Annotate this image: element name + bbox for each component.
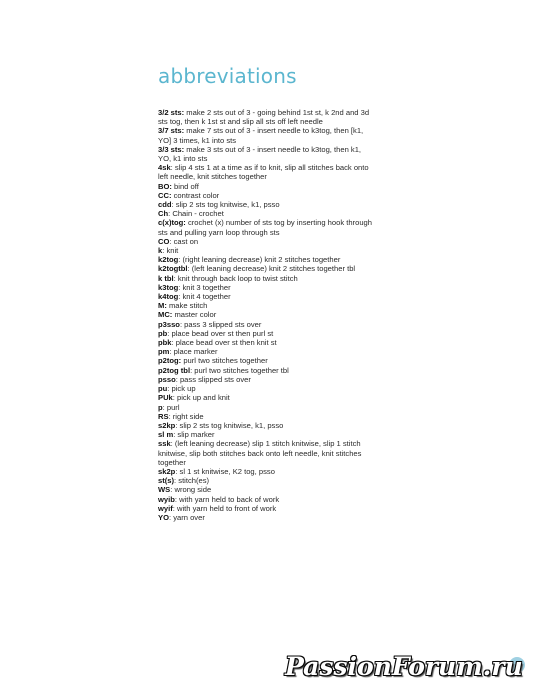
abbreviation-entry [158,200,373,209]
abbreviation-entry [158,264,373,273]
abbreviation-term: M: [158,301,167,311]
abbreviation-entry [158,329,373,338]
abbreviation-definition: : with yarn held to front of work [172,503,277,513]
abbreviation-term: BO: [158,181,172,191]
abbreviation-definition: : yarn over [168,512,205,522]
abbreviation-term: sl m [158,430,174,440]
abbreviation-entry [158,320,373,329]
abbreviation-entry [158,246,373,255]
abbreviation-entry [158,347,373,356]
abbreviation-term: p3sso [158,319,180,329]
abbreviation-definition: purl two stitches together [181,356,268,366]
abbreviation-definition: : sl 1 st knitwise, K2 tog, psso [175,466,275,476]
abbreviation-definition: : place bead over st then purl st [167,328,274,338]
abbreviation-term: wyib [158,494,175,504]
abbreviation-entry [158,255,373,264]
abbreviation-term: 3/7 sts: [158,126,185,136]
abbreviation-term: psso [158,374,176,384]
abbreviation-entry [158,513,373,522]
abbreviation-entry [158,218,373,236]
abbreviations-list [158,108,373,522]
abbreviation-term: k [158,246,163,256]
abbreviation-definition: : slip 2 sts tog knitwise, k1, psso [175,420,284,430]
abbreviation-entry [158,375,373,384]
abbreviation-term: p2tog: [158,356,182,366]
abbreviation-definition: : place marker [169,347,218,357]
abbreviation-entry [158,274,373,283]
abbreviation-definition: : purl [162,402,180,412]
abbreviation-term: PUk [158,393,173,403]
abbreviation-definition: : knit through back loop to twist stitch [173,273,298,283]
abbreviation-entry [158,182,373,191]
abbreviation-term: c(x)tog: [158,218,186,228]
abbreviation-term: k3tog [158,282,179,292]
abbreviation-definition: : pick up [167,384,196,394]
abbreviation-term: sk2p [158,466,176,476]
abbreviation-term: 3/3 sts: [158,144,185,154]
abbreviation-term: CO [158,236,170,246]
abbreviation-definition: : slip 2 sts tog knitwise, k1, psso [171,200,280,210]
abbreviation-term: ssk [158,439,171,449]
abbreviation-term: cdd [158,200,172,210]
abbreviation-term: Ch [158,209,169,219]
abbreviation-definition: : knit 4 together [178,292,231,302]
abbreviation-definition: : slip 4 sts 1 at a time as if to knit, slip all stitches back onto left needle, knit stitches together [158,163,369,182]
abbreviation-entry [158,356,373,365]
abbreviation-term: MC: [158,310,173,320]
abbreviation-term: WS [158,485,171,495]
abbreviation-term: k2tog [158,255,179,265]
abbreviation-definition: : stitch(es) [174,476,210,486]
abbreviation-term: pbk [158,338,172,348]
abbreviation-definition: : pass 3 slipped sts over [179,319,262,329]
abbreviation-entry [158,495,373,504]
abbreviation-definition: make 3 sts out of 3 - insert needle to k3tog, then k1, YO, k1 into sts [158,144,362,164]
abbreviation-definition: contrast color [171,190,220,200]
abbreviation-entry [158,467,373,476]
abbreviation-entry [158,421,373,430]
abbreviation-term: 3/2 sts: [158,108,185,117]
abbreviation-definition: : right side [168,411,204,421]
abbreviation-definition: : Chain - crochet [168,209,224,219]
abbreviation-definition: : with yarn held to back of work [174,494,280,504]
abbreviation-entry [158,403,373,412]
abbreviation-entry [158,412,373,421]
watermark: PassionForum.ru [285,652,523,681]
page-title: abbreviations [158,64,297,88]
abbreviation-term: pb [158,328,168,338]
abbreviation-definition: : (right leaning decrease) knit 2 stitches together [178,255,341,265]
abbreviation-entry [158,237,373,246]
abbreviation-entry [158,485,373,494]
abbreviation-definition: master color [172,310,217,320]
abbreviation-entry [158,338,373,347]
abbreviation-entry [158,145,373,163]
abbreviation-entry [158,108,373,126]
abbreviation-definition: : cast on [169,236,199,246]
abbreviation-term: pm [158,347,170,357]
abbreviation-definition: : knit [162,246,179,256]
abbreviation-definition: : purl two stitches together tbl [190,365,289,375]
abbreviation-entry [158,292,373,301]
abbreviation-term: wyif [158,503,173,513]
abbreviation-definition: : slip marker [173,430,215,440]
abbreviation-definition: bind off [171,181,199,191]
abbreviation-entry [158,393,373,402]
abbreviation-entry [158,439,373,467]
abbreviation-definition: : place bead over st then knit st [171,338,277,348]
abbreviation-definition: : knit 3 together [178,282,231,292]
abbreviation-definition: : pick up and knit [172,393,230,403]
abbreviation-definition: make 2 sts out of 3 - going behind 1st st, k 2nd and 3d sts tog, then k 1st st and slip all sts off left needle [158,108,370,127]
abbreviation-entry [158,209,373,218]
abbreviation-definition: make 7 sts out of 3 - insert needle to k3tog, then [k1, YO] 3 times, k1 into sts [158,126,364,145]
abbreviation-entry [158,163,373,181]
abbreviation-entry [158,126,373,144]
abbreviation-term: k2togtbl [158,264,188,274]
abbreviation-term: CC: [158,190,172,200]
abbreviation-term: 4sk [158,163,171,173]
abbreviation-term: RS [158,411,169,421]
abbreviation-definition: : wrong side [170,485,212,495]
abbreviation-term: s2kp [158,420,176,430]
abbreviation-entry [158,301,373,310]
abbreviation-definition: : pass slipped sts over [175,374,251,384]
abbreviation-definition: crochet (x) number of sts tog by inserting hook through sts and pulling yarn loop through sts [158,218,372,237]
abbreviation-term: pu [158,384,168,394]
abbreviation-entry [158,310,373,319]
abbreviation-entry [158,283,373,292]
abbreviation-entry [158,430,373,439]
abbreviation-term: k4tog [158,292,179,302]
abbreviation-definition: : (left leaning decrease) slip 1 stitch knitwise, slip 1 stitch knitwise, slip both stitches back onto left needle, knit stitches together [158,439,362,467]
abbreviation-entry [158,504,373,513]
abbreviation-term: st(s) [158,476,175,486]
abbreviation-entry [158,384,373,393]
abbreviation-entry [158,476,373,485]
abbreviation-entry [158,366,373,375]
abbreviation-term: k tbl [158,273,174,283]
abbreviation-term: p2tog tbl [158,365,191,375]
abbreviation-term: p [158,402,163,412]
abbreviation-definition: : (left leaning decrease) knit 2 stitches together tbl [187,264,356,274]
abbreviation-definition: make stitch [166,301,208,311]
abbreviation-entry [158,191,373,200]
abbreviation-term: YO [158,512,169,522]
